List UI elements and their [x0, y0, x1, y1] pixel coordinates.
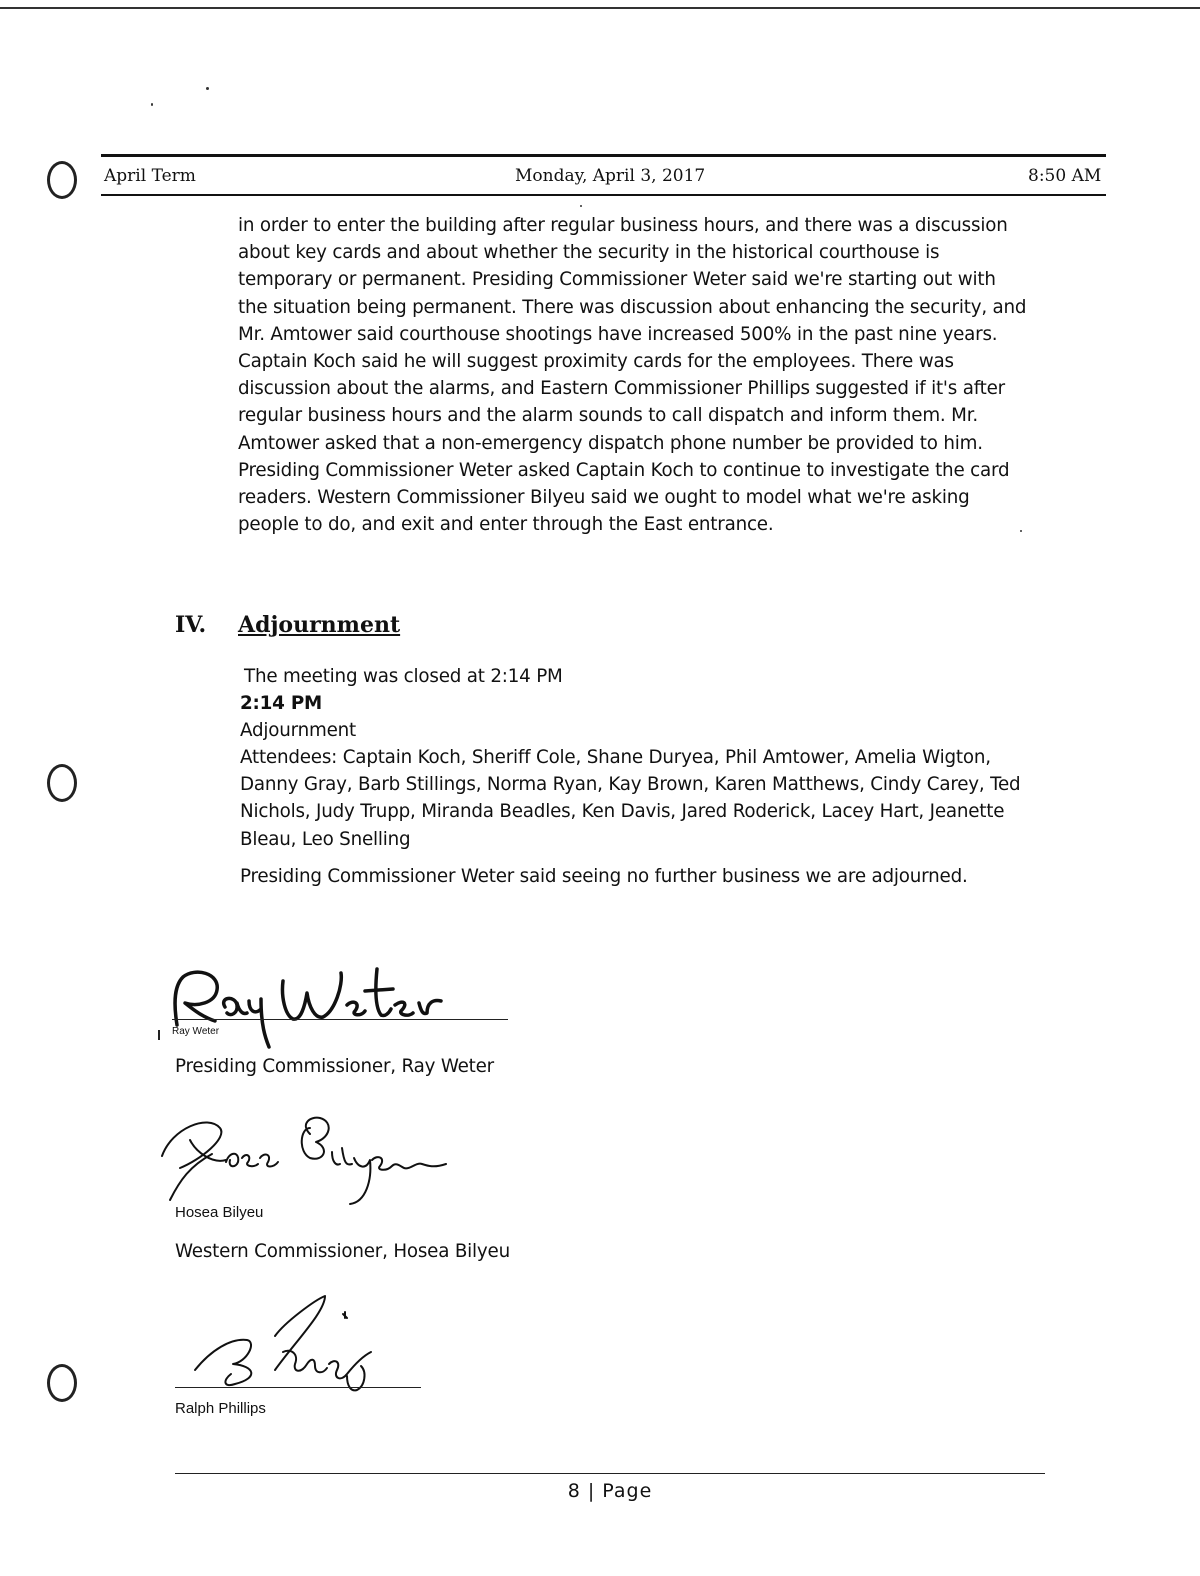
section-title: Adjournment [238, 612, 401, 638]
punch-hole [47, 764, 77, 802]
signature-title: Western Commissioner, Hosea Bilyeu [175, 1241, 510, 1262]
signature-line [175, 1387, 421, 1388]
paragraph-line: in order to enter the building after regular business hours, and there was a discussion [238, 215, 1008, 236]
body-paragraph [238, 212, 1038, 538]
scan-mark [158, 1030, 160, 1040]
header-term: April Term [104, 166, 196, 186]
header-date: Monday, April 3, 2017 [515, 166, 706, 186]
meeting-closed-text: The meeting was closed at 2:14 PM [244, 666, 563, 687]
closing-statement: Presiding Commissioner Weter said seeing no further business we are adjourned. [240, 866, 968, 887]
signature-printed-name: Hosea Bilyeu [175, 1204, 264, 1221]
paragraph-line: Mr. Amtower said courthouse shootings have increased 500% in the past nine years. [238, 323, 998, 345]
paragraph-line: readers. Western Commissioner Bilyeu said we ought to model what we're asking [238, 487, 970, 509]
closing-time: 2:14 PM [240, 693, 323, 714]
punch-hole [47, 161, 77, 199]
page-label: | Page [587, 1480, 653, 1502]
scan-speck [580, 205, 582, 207]
header-rule-top [101, 154, 1106, 157]
paragraph-line: people to do, and exit and enter through the East entrance. [238, 514, 774, 536]
paragraph-line: Presiding Commissioner Weter asked Captain Koch to continue to investigate the card [238, 459, 1010, 481]
signature-hosea-bilyeu [160, 1108, 460, 1208]
signature-ralph-phillips [175, 1292, 435, 1402]
paragraph-line: regular business hours and the alarm sounds to call dispatch and inform them. Mr. [238, 405, 978, 427]
paragraph-line: discussion about the alarms, and Eastern Commissioner Phillips suggested if it's after [238, 378, 1005, 400]
header-rule-bottom [101, 194, 1106, 196]
punch-hole [47, 1364, 77, 1402]
scan-speck [151, 103, 153, 106]
page-number: 8 [567, 1480, 581, 1502]
signature-title: Presiding Commissioner, Ray Weter [175, 1056, 494, 1077]
paragraph-line: temporary or permanent. Presiding Commissioner Weter said we're starting out with [238, 269, 996, 291]
section-number: IV. [175, 612, 207, 638]
attendees-list [240, 744, 1040, 853]
item-label: Adjournment [240, 720, 357, 741]
paragraph-line: the situation being permanent. There was discussion about enhancing the security, and [238, 296, 1027, 318]
scan-top-border [0, 7, 1200, 9]
paragraph-line: about key cards and about whether the security in the historical courthouse is [238, 242, 940, 264]
attendees-line: Bleau, Leo Snelling [240, 828, 411, 850]
attendees-line: Nichols, Judy Trupp, Miranda Beadles, Ken Davis, Jared Roderick, Lacey Hart, Jeanette [240, 801, 1005, 823]
footer-rule [175, 1473, 1045, 1474]
signature-ray-weter [165, 955, 465, 1055]
signature-printed-name: Ralph Phillips [175, 1400, 266, 1417]
scan-speck [206, 87, 209, 90]
paragraph-line: Amtower asked that a non-emergency dispatch phone number be provided to him. [238, 432, 983, 454]
attendees-line: Danny Gray, Barb Stillings, Norma Ryan, Kay Brown, Karen Matthews, Cindy Carey, Ted [240, 774, 1021, 796]
signature-line [172, 1019, 508, 1020]
paragraph-line: Captain Koch said he will suggest proximity cards for the employees. There was [238, 351, 954, 373]
header-time: 8:50 AM [1028, 166, 1102, 186]
attendees-line: Attendees: Captain Koch, Sheriff Cole, Shane Duryea, Phil Amtower, Amelia Wigton, [240, 747, 991, 768]
page-footer [0, 1480, 1200, 1502]
signature-printed-name: Ray Weter [172, 1026, 220, 1037]
